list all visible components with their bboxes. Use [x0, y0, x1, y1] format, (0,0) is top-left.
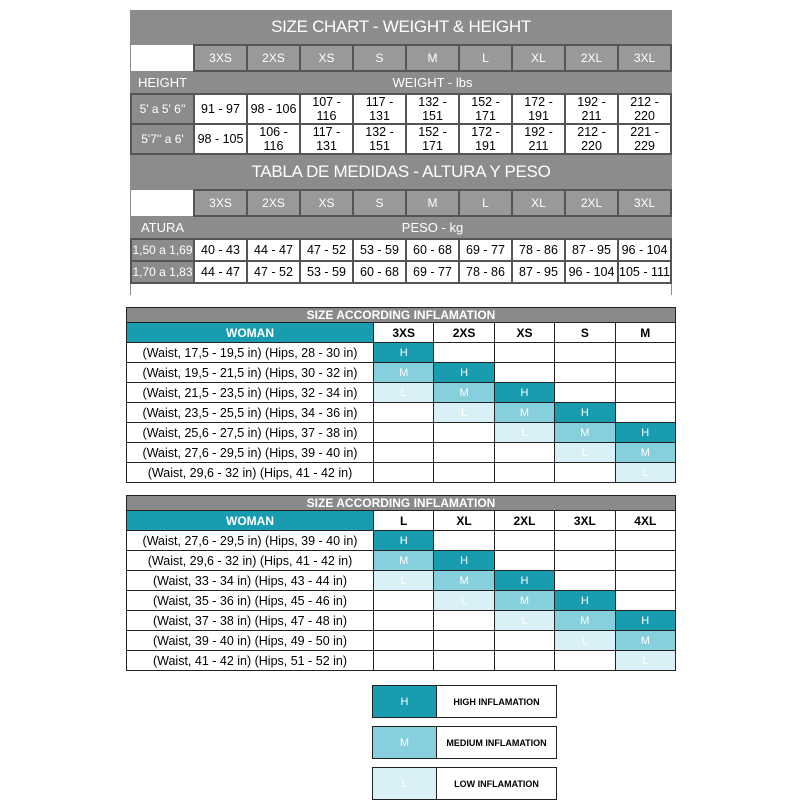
value-cell: 212 - 220	[618, 94, 671, 124]
value-cell: 212 - 220	[565, 124, 618, 154]
table-row	[127, 363, 676, 383]
size-header: 3XS	[194, 45, 247, 71]
inflamation-level-M: M	[374, 551, 434, 571]
empty-cell	[494, 343, 554, 363]
size-header: M	[406, 190, 459, 216]
row-header: 5' a 5' 6''	[131, 94, 194, 124]
empty-cell	[374, 463, 434, 483]
inflamation-level-H: H	[555, 591, 615, 611]
value-cell: 117 - 131	[353, 94, 406, 124]
gap-row	[131, 283, 671, 295]
inflamation-level-H: H	[615, 423, 675, 443]
value-cell: 98 - 106	[247, 94, 300, 124]
blank-cell	[131, 190, 194, 216]
size-header: 2XL	[565, 190, 618, 216]
value-cell: 105 - 111	[618, 261, 671, 283]
size-header-row	[131, 190, 671, 216]
value-cell: 107 - 116	[300, 94, 353, 124]
group-header: WOMAN	[127, 511, 374, 531]
empty-cell	[615, 383, 675, 403]
table-row	[127, 423, 676, 443]
inflamation-level-H: H	[374, 531, 434, 551]
value-cell: 98 - 105	[194, 124, 247, 154]
measurement-label: (Waist, 25,6 - 27,5 in) (Hips, 37 - 38 in)	[127, 423, 374, 443]
title-row	[127, 496, 676, 511]
value-cell: 192 - 211	[565, 94, 618, 124]
value-cell: 132 - 151	[406, 94, 459, 124]
table-row	[127, 651, 676, 671]
empty-cell	[615, 343, 675, 363]
measurement-label: (Waist, 29,6 - 32 in) (Hips, 41 - 42 in)	[127, 463, 374, 483]
inflamation-level-L: L	[615, 463, 675, 483]
empty-cell	[494, 443, 554, 463]
value-cell: 172 - 191	[459, 124, 512, 154]
size-header: 3XS	[194, 190, 247, 216]
spacer	[131, 283, 671, 295]
inflamation-level-H: H	[555, 403, 615, 423]
size-header: 3XL	[555, 511, 615, 531]
value-cell: 78 - 86	[512, 239, 565, 261]
empty-cell	[434, 531, 494, 551]
value-cell: 96 - 104	[618, 239, 671, 261]
inflamation-level-H: H	[615, 611, 675, 631]
header-row	[127, 511, 676, 531]
empty-cell	[374, 443, 434, 463]
table-row	[131, 94, 671, 124]
size-header: 2XS	[434, 323, 494, 343]
size-header: XS	[494, 323, 554, 343]
empty-cell	[555, 531, 615, 551]
inflamation-level-H: H	[494, 383, 554, 403]
measurement-label: (Waist, 27,6 - 29,5 in) (Hips, 39 - 40 in)	[127, 443, 374, 463]
inflamation-level-H: H	[434, 363, 494, 383]
inflamation-level-M: M	[434, 571, 494, 591]
title-row	[131, 10, 671, 45]
value-cell: 87 - 95	[565, 239, 618, 261]
empty-cell	[615, 363, 675, 383]
empty-cell	[434, 423, 494, 443]
empty-cell	[615, 591, 675, 611]
inflamation-level-L: L	[374, 383, 434, 403]
value-cell: 47 - 52	[300, 239, 353, 261]
size-header: 3XL	[618, 190, 671, 216]
table-row	[127, 571, 676, 591]
header-row	[127, 323, 676, 343]
value-cell: 221 - 229	[618, 124, 671, 154]
table-title: SIZE ACCORDING INFLAMATION	[127, 496, 676, 511]
value-cell: 192 - 211	[512, 124, 565, 154]
table-row	[131, 124, 671, 154]
empty-cell	[615, 531, 675, 551]
empty-cell	[555, 551, 615, 571]
empty-cell	[494, 363, 554, 383]
inflamation-level-H: H	[434, 551, 494, 571]
size-header: 2XL	[565, 45, 618, 71]
column-axis-label: PESO - kg	[194, 216, 671, 239]
size-header: XS	[300, 45, 353, 71]
measurement-label: (Waist, 29,6 - 32 in) (Hips, 41 - 42 in)	[127, 551, 374, 571]
empty-cell	[374, 631, 434, 651]
row-header: 1,70 a 1,83	[131, 261, 194, 283]
table-row	[127, 383, 676, 403]
value-cell: 53 - 59	[353, 239, 406, 261]
size-header: 2XS	[247, 45, 300, 71]
value-cell: 78 - 86	[459, 261, 512, 283]
legend-high	[372, 685, 557, 718]
value-cell: 69 - 77	[459, 239, 512, 261]
value-cell: 40 - 43	[194, 239, 247, 261]
inflamation-level-M: M	[615, 443, 675, 463]
measurement-label: (Waist, 37 - 38 in) (Hips, 47 - 48 in)	[127, 611, 374, 631]
measurement-label: (Waist, 17,5 - 19,5 in) (Hips, 28 - 30 in)	[127, 343, 374, 363]
value-cell: 96 - 104	[565, 261, 618, 283]
table-row	[127, 463, 676, 483]
table-row	[127, 531, 676, 551]
table-row	[127, 551, 676, 571]
measurement-label: (Waist, 41 - 42 in) (Hips, 51 - 52 in)	[127, 651, 374, 671]
inflamation-level-L: L	[434, 403, 494, 423]
value-cell: 44 - 47	[247, 239, 300, 261]
measurement-label: (Waist, 33 - 34 in) (Hips, 43 - 44 in)	[127, 571, 374, 591]
empty-cell	[615, 551, 675, 571]
label-row	[131, 216, 671, 239]
size-header: S	[353, 45, 406, 71]
value-cell: 152 - 171	[459, 94, 512, 124]
altura-peso-chart	[130, 155, 672, 295]
empty-cell	[374, 423, 434, 443]
legend-label: HIGH INFLAMATION	[453, 696, 540, 707]
size-header: L	[459, 190, 512, 216]
inflamation-level-M: M	[555, 423, 615, 443]
table-row	[127, 631, 676, 651]
title-row	[131, 155, 671, 190]
measurement-label: (Waist, 39 - 40 in) (Hips, 49 - 50 in)	[127, 631, 374, 651]
empty-cell	[494, 631, 554, 651]
size-header: S	[353, 190, 406, 216]
table-title: SIZE ACCORDING INFLAMATION	[127, 308, 676, 323]
legend-swatch: M	[373, 727, 437, 758]
size-header: XL	[512, 190, 565, 216]
table-row	[127, 591, 676, 611]
size-header: L	[459, 45, 512, 71]
label-row	[131, 71, 671, 94]
table-row	[127, 611, 676, 631]
measurement-label: (Waist, 21,5 - 23,5 in) (Hips, 32 - 34 in)	[127, 383, 374, 403]
size-header: XL	[434, 511, 494, 531]
table-row	[127, 343, 676, 363]
weight-height-chart	[130, 10, 672, 166]
value-cell: 117 - 131	[300, 124, 353, 154]
value-cell: 69 - 77	[406, 261, 459, 283]
inflamation-level-L: L	[555, 631, 615, 651]
inflamation-level-H: H	[374, 343, 434, 363]
value-cell: 91 - 97	[194, 94, 247, 124]
value-cell: 44 - 47	[194, 261, 247, 283]
empty-cell	[555, 651, 615, 671]
size-header: S	[555, 323, 615, 343]
table-row	[131, 239, 671, 261]
empty-cell	[434, 651, 494, 671]
measurement-label: (Waist, 19,5 - 21,5 in) (Hips, 30 - 32 in)	[127, 363, 374, 383]
inflamation-level-M: M	[555, 611, 615, 631]
inflamation-level-M: M	[434, 383, 494, 403]
blank-cell	[131, 45, 194, 71]
empty-cell	[555, 343, 615, 363]
size-header: L	[374, 511, 434, 531]
value-cell: 106 - 116	[247, 124, 300, 154]
empty-cell	[494, 531, 554, 551]
inflamation-level-M: M	[615, 631, 675, 651]
value-cell: 152 - 171	[406, 124, 459, 154]
empty-cell	[434, 611, 494, 631]
value-cell: 60 - 68	[353, 261, 406, 283]
table-row	[131, 261, 671, 283]
inflamation-table-small-sizes	[126, 307, 676, 483]
table-row	[127, 403, 676, 423]
group-header: WOMAN	[127, 323, 374, 343]
value-cell: 53 - 59	[300, 261, 353, 283]
size-header: M	[615, 323, 675, 343]
empty-cell	[555, 463, 615, 483]
measurement-label: (Waist, 27,6 - 29,5 in) (Hips, 39 - 40 in)	[127, 531, 374, 551]
empty-cell	[555, 571, 615, 591]
size-header: 3XS	[374, 323, 434, 343]
legend-swatch: H	[373, 686, 437, 717]
inflamation-level-H: H	[494, 571, 554, 591]
empty-cell	[555, 363, 615, 383]
size-header: 2XS	[247, 190, 300, 216]
empty-cell	[374, 591, 434, 611]
measurement-label: (Waist, 23,5 - 25,5 in) (Hips, 34 - 36 in)	[127, 403, 374, 423]
row-header: 5'7'' a 6'	[131, 124, 194, 154]
row-header: 1,50 a 1,69	[131, 239, 194, 261]
value-cell: 87 - 95	[512, 261, 565, 283]
inflamation-level-M: M	[374, 363, 434, 383]
empty-cell	[374, 403, 434, 423]
size-header: 2XL	[494, 511, 554, 531]
empty-cell	[434, 463, 494, 483]
legend-swatch: L	[373, 768, 437, 799]
legend-medium	[372, 726, 557, 759]
size-header-row	[131, 45, 671, 71]
inflamation-level-L: L	[494, 611, 554, 631]
inflamation-level-M: M	[494, 403, 554, 423]
empty-cell	[494, 551, 554, 571]
inflamation-level-L: L	[374, 571, 434, 591]
row-axis-label: ATURA	[131, 216, 194, 239]
value-cell: 132 - 151	[353, 124, 406, 154]
chart-title: SIZE CHART - WEIGHT & HEIGHT	[131, 10, 671, 45]
title-row	[127, 308, 676, 323]
empty-cell	[434, 631, 494, 651]
empty-cell	[374, 651, 434, 671]
inflamation-level-L: L	[615, 651, 675, 671]
empty-cell	[434, 443, 494, 463]
size-header: 3XL	[618, 45, 671, 71]
empty-cell	[494, 651, 554, 671]
row-axis-label: HEIGHT	[131, 71, 194, 94]
inflamation-level-M: M	[494, 591, 554, 611]
empty-cell	[615, 403, 675, 423]
inflamation-level-L: L	[434, 591, 494, 611]
empty-cell	[374, 611, 434, 631]
inflamation-table-large-sizes	[126, 495, 676, 671]
legend-low	[372, 767, 557, 800]
empty-cell	[434, 343, 494, 363]
legend-label: LOW INFLAMATION	[454, 778, 539, 789]
column-axis-label: WEIGHT - lbs	[194, 71, 671, 94]
value-cell: 47 - 52	[247, 261, 300, 283]
size-header: 4XL	[615, 511, 675, 531]
size-header: XL	[512, 45, 565, 71]
measurement-label: (Waist, 35 - 36 in) (Hips, 45 - 46 in)	[127, 591, 374, 611]
size-header: XS	[300, 190, 353, 216]
empty-cell	[615, 571, 675, 591]
table-row	[127, 443, 676, 463]
legend-label: MEDIUM INFLAMATION	[446, 737, 547, 748]
value-cell: 172 - 191	[512, 94, 565, 124]
value-cell: 60 - 68	[406, 239, 459, 261]
empty-cell	[494, 463, 554, 483]
inflamation-level-L: L	[494, 423, 554, 443]
empty-cell	[555, 383, 615, 403]
chart-title: TABLA DE MEDIDAS - ALTURA Y PESO	[131, 155, 671, 190]
inflamation-level-L: L	[555, 443, 615, 463]
size-header: M	[406, 45, 459, 71]
